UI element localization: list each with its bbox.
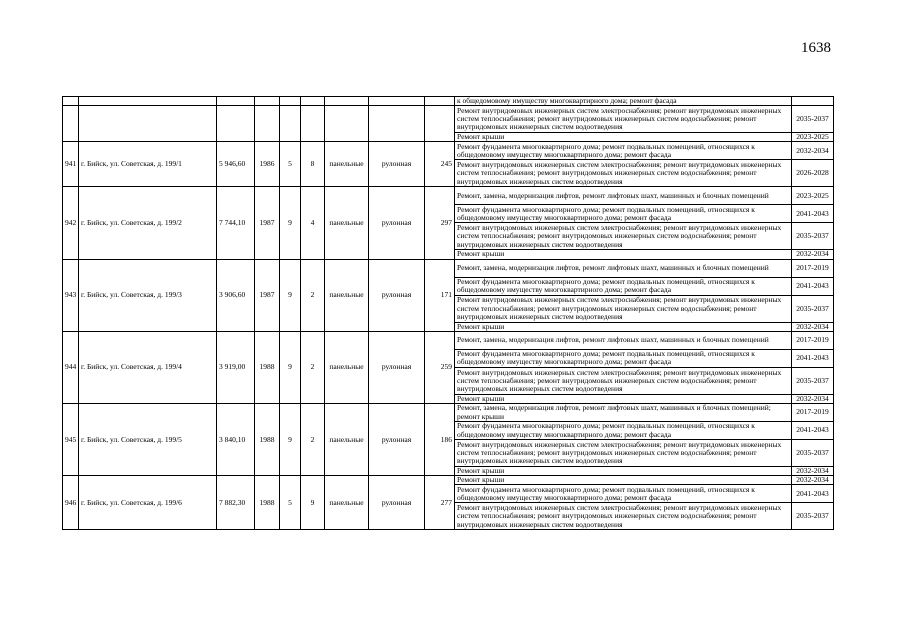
register-body [63, 97, 834, 530]
work-period: 2026-2028 [792, 160, 834, 187]
house-year: 1986 [255, 142, 280, 187]
house-residents: 171 [425, 259, 455, 331]
house-wall-material: панельные [325, 142, 369, 187]
carryover-cell-address [79, 97, 217, 106]
carryover-cell-area [217, 97, 255, 106]
house-residents: 277 [425, 476, 455, 530]
house-row-944 [63, 331, 834, 349]
work-description: Ремонт крыши [455, 394, 792, 403]
house-area: 5 946,60 [217, 142, 255, 187]
work-description: Ремонт фундамента многоквартирного дома; ремонт подвальных помещений, относящихся к общедомовому имуществу многоквартирного дома; ремонт фасада [455, 142, 792, 160]
house-area: 7 744,10 [217, 187, 255, 259]
house-roof-type: рулонная [369, 331, 425, 403]
house-number: 946 [63, 476, 79, 530]
house-number: 942 [63, 187, 79, 259]
carryover-cell-walls [325, 97, 369, 106]
work-description: Ремонт внутридомовых инженерных систем электроснабжения; ремонт внутридомовых инженерных систем теплоснабжения; ремонт внутридомовых инженерных систем водоснабжения; ремонт внутридомовых инженерных систем водоотведения [455, 503, 792, 530]
work-description: Ремонт фундамента многоквартирного дома; ремонт подвальных помещений, относящихся к общедомовому имуществу многоквартирного дома; ремонт фасада [455, 485, 792, 503]
work-period: 2035-2037 [792, 503, 834, 530]
house-floors: 9 [280, 187, 301, 259]
house-row-946 [63, 476, 834, 485]
work-description: Ремонт крыши [455, 467, 792, 476]
house-roof-type: рулонная [369, 476, 425, 530]
repair-register-table [62, 96, 834, 530]
page-number: 1638 [801, 40, 831, 56]
house-floors: 5 [280, 476, 301, 530]
carryover-cell-floors [280, 97, 301, 106]
carryover-cell-entrances [301, 97, 325, 106]
house-wall-material: панельные [325, 476, 369, 530]
house-wall-material: панельные [325, 331, 369, 403]
carryover-cell-entrances [301, 106, 325, 142]
work-description: Ремонт фундамента многоквартирного дома; ремонт подвальных помещений, относящихся к общедомовому имуществу многоквартирного дома; ремонт фасада [455, 349, 792, 367]
work-period: 2017-2019 [792, 404, 834, 422]
house-floors: 9 [280, 331, 301, 403]
work-description: Ремонт внутридомовых инженерных систем электроснабжения; ремонт внутридомовых инженерных систем теплоснабжения; ремонт внутридомовых инженерных систем водоснабжения; ремонт внутридомовых инженерных систем водоотведения [455, 106, 792, 133]
house-entrances: 4 [301, 187, 325, 259]
work-description: Ремонт внутридомовых инженерных систем электроснабжения; ремонт внутридомовых инженерных систем теплоснабжения; ремонт внутридомовых инженерных систем водоснабжения; ремонт внутридомовых инженерных систем водоотведения [455, 367, 792, 394]
work-description: Ремонт фундамента многоквартирного дома; ремонт подвальных помещений, относящихся к общедомовому имуществу многоквартирного дома; ремонт фасада [455, 277, 792, 295]
work-period: 2032-2034 [792, 467, 834, 476]
house-wall-material: панельные [325, 404, 369, 476]
house-year: 1987 [255, 259, 280, 331]
work-period: 2035-2037 [792, 367, 834, 394]
house-year: 1987 [255, 187, 280, 259]
work-period: 2041-2043 [792, 277, 834, 295]
house-entrances: 2 [301, 259, 325, 331]
work-period: 2032-2034 [792, 394, 834, 403]
house-address: г. Бийск, ул. Советская, д. 199/2 [79, 187, 217, 259]
house-address: г. Бийск, ул. Советская, д. 199/5 [79, 404, 217, 476]
carryover-row [63, 97, 834, 106]
work-description: Ремонт внутридомовых инженерных систем электроснабжения; ремонт внутридомовых инженерных систем теплоснабжения; ремонт внутридомовых инженерных систем водоснабжения; ремонт внутридомовых инженерных систем водоотведения [455, 295, 792, 322]
work-description: Ремонт крыши [455, 133, 792, 142]
work-description: Ремонт крыши [455, 322, 792, 331]
work-description: Ремонт крыши [455, 476, 792, 485]
carryover-cell-year [255, 97, 280, 106]
house-number: 941 [63, 142, 79, 187]
work-description: Ремонт фундамента многоквартирного дома; ремонт подвальных помещений, относящихся к общедомовому имуществу многоквартирного дома; ремонт фасада [455, 422, 792, 440]
house-address: г. Бийск, ул. Советская, д. 199/1 [79, 142, 217, 187]
house-address: г. Бийск, ул. Советская, д. 199/6 [79, 476, 217, 530]
work-period: 2041-2043 [792, 205, 834, 223]
work-period: 2041-2043 [792, 485, 834, 503]
house-roof-type: рулонная [369, 259, 425, 331]
carryover-cell-roof [369, 106, 425, 142]
work-description: Ремонт, замена, модернизация лифтов, ремонт лифтовых шахт, машинных и блочных помещений [455, 259, 792, 277]
house-year: 1988 [255, 404, 280, 476]
carryover-period [792, 97, 834, 106]
house-wall-material: панельные [325, 259, 369, 331]
house-residents: 245 [425, 142, 455, 187]
house-floors: 9 [280, 259, 301, 331]
carryover-cell-num [63, 106, 79, 142]
house-year: 1988 [255, 331, 280, 403]
work-period: 2017-2019 [792, 331, 834, 349]
carryover-cell-num [63, 97, 79, 106]
house-number: 943 [63, 259, 79, 331]
house-row-943 [63, 259, 834, 277]
work-period: 2035-2037 [792, 440, 834, 467]
carryover-cell-address [79, 106, 217, 142]
work-period: 2041-2043 [792, 349, 834, 367]
work-description: Ремонт внутридомовых инженерных систем электроснабжения; ремонт внутридомовых инженерных систем теплоснабжения; ремонт внутридомовых инженерных систем водоснабжения; ремонт внутридомовых инженерных систем водоотведения [455, 160, 792, 187]
work-period: 2023-2025 [792, 133, 834, 142]
house-area: 3 919,00 [217, 331, 255, 403]
house-address: г. Бийск, ул. Советская, д. 199/4 [79, 331, 217, 403]
carryover-cell-residents [425, 97, 455, 106]
house-entrances: 8 [301, 142, 325, 187]
work-description: Ремонт крыши [455, 250, 792, 259]
work-description: Ремонт, замена, модернизация лифтов, ремонт лифтовых шахт, машинных и блочных помещений [455, 331, 792, 349]
house-address: г. Бийск, ул. Советская, д. 199/3 [79, 259, 217, 331]
house-row-942 [63, 187, 834, 205]
house-area: 3 840,10 [217, 404, 255, 476]
house-floors: 9 [280, 404, 301, 476]
work-period: 2035-2037 [792, 106, 834, 133]
work-description: Ремонт фундамента многоквартирного дома; ремонт подвальных помещений, относящихся к общедомовому имуществу многоквартирного дома; ремонт фасада [455, 205, 792, 223]
carryover-cell-area [217, 106, 255, 142]
house-residents: 186 [425, 404, 455, 476]
work-period: 2032-2034 [792, 142, 834, 160]
work-period: 2041-2043 [792, 422, 834, 440]
house-year: 1988 [255, 476, 280, 530]
house-floors: 5 [280, 142, 301, 187]
house-roof-type: рулонная [369, 404, 425, 476]
house-area: 7 882,30 [217, 476, 255, 530]
carryover-cell-year [255, 106, 280, 142]
work-description: Ремонт, замена, модернизация лифтов, ремонт лифтовых шахт, машинных и блочных помещений [455, 187, 792, 205]
house-roof-type: рулонная [369, 142, 425, 187]
work-period: 2035-2037 [792, 295, 834, 322]
work-period: 2017-2019 [792, 259, 834, 277]
house-number: 944 [63, 331, 79, 403]
work-period: 2032-2034 [792, 322, 834, 331]
house-entrances: 9 [301, 476, 325, 530]
house-residents: 259 [425, 331, 455, 403]
house-row-945 [63, 404, 834, 422]
house-entrances: 2 [301, 404, 325, 476]
work-period: 2032-2034 [792, 250, 834, 259]
house-area: 3 906,60 [217, 259, 255, 331]
carryover-cell-roof [369, 97, 425, 106]
work-description: Ремонт внутридомовых инженерных систем электроснабжения; ремонт внутридомовых инженерных систем теплоснабжения; ремонт внутридомовых инженерных систем водоснабжения; ремонт внутридомовых инженерных систем водоотведения [455, 440, 792, 467]
house-wall-material: панельные [325, 187, 369, 259]
carryover-cell-walls [325, 106, 369, 142]
work-period: 2023-2025 [792, 187, 834, 205]
house-roof-type: рулонная [369, 187, 425, 259]
work-period: 2032-2034 [792, 476, 834, 485]
house-residents: 297 [425, 187, 455, 259]
house-entrances: 2 [301, 331, 325, 403]
house-number: 945 [63, 404, 79, 476]
carryover-cell-floors [280, 106, 301, 142]
work-description: Ремонт внутридомовых инженерных систем электроснабжения; ремонт внутридомовых инженерных систем теплоснабжения; ремонт внутридомовых инженерных систем водоснабжения; ремонт внутридомовых инженерных систем водоотведения [455, 223, 792, 250]
house-row-941 [63, 142, 834, 160]
carryover-block-row [63, 106, 834, 133]
carryover-cell-residents [425, 106, 455, 142]
work-description: Ремонт, замена, модернизация лифтов, ремонт лифтовых шахт, машинных и блочных помещений; ремонт крыши [455, 404, 792, 422]
work-period: 2035-2037 [792, 223, 834, 250]
carryover-work: к общедомовому имуществу многоквартирного дома; ремонт фасада [455, 97, 792, 106]
